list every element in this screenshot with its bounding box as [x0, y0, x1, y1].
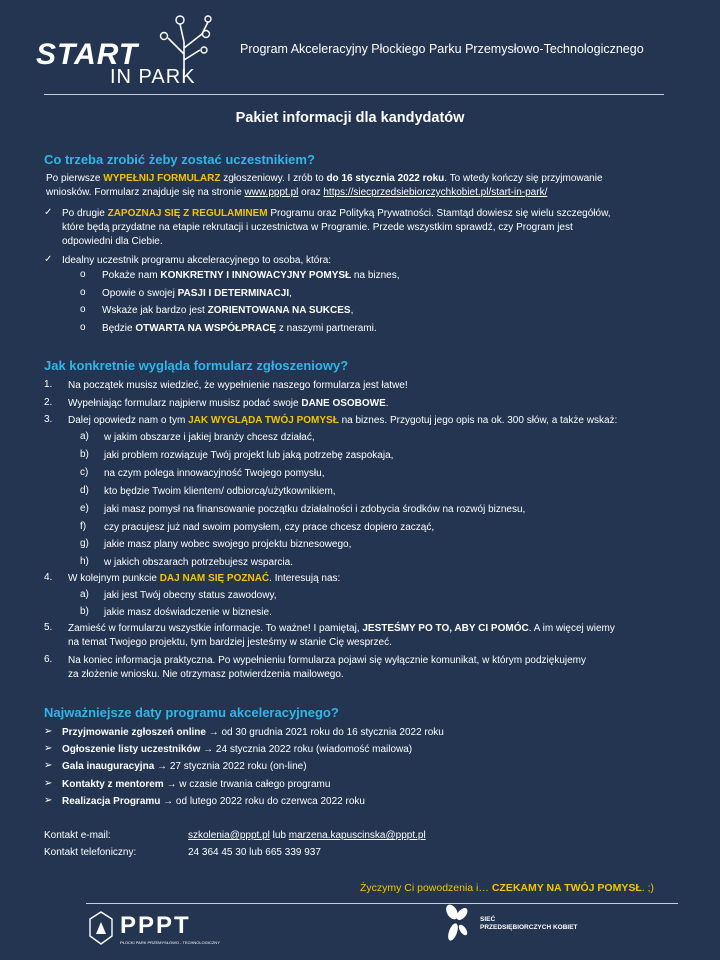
check-icon: ✓ [44, 254, 53, 265]
list-item: jakie masz plany wobec swojego projektu biznesowego, [104, 539, 352, 550]
list-item: jaki masz pomysł na finansowanie początku działalności i zdobycia środków na rozwój biznesu, [104, 504, 526, 515]
arrow-bullet-icon: ➢ [44, 795, 53, 806]
arrow-bullet-icon: ➢ [44, 743, 53, 754]
list-letter: b) [80, 449, 89, 460]
pppt-logo-subtext: PŁOCKI PARK PRZEMYSŁOWO - TECHNOLOGICZNY [120, 940, 220, 945]
list-item: jaki jest Twój obecny status zawodowy, [104, 590, 277, 601]
check-icon: ✓ [44, 207, 53, 218]
list-item: w jakich obszarach potrzebujesz wsparcia. [104, 557, 293, 568]
spk-link[interactable]: https://siecprzedsiebiorczychkobiet.pl/start-in-park/ [323, 187, 548, 198]
list-item: Na początek musisz wiedzieć, że wypełnienie naszego formularza jest łatwe! [68, 380, 408, 391]
arrow-bullet-icon: ➢ [44, 778, 53, 789]
list-letter: h) [80, 556, 89, 567]
date-item: Ogłoszenie listy uczestników → 24 stycznia 2022 roku (wiadomość mailowa) [62, 744, 413, 755]
paragraph-regulations: Po drugie ZAPOZNAJ SIĘ Z REGULAMINEM Programu oraz Polityką Prywatności. Stamtąd dowiesz się wielu szczegółów, które będą przydatne na etapie rekrutacji i uczestnictwa w Programie. Przede wszystkim sprawdź, czy Program jest odpowiedni dla Ciebie. [62, 208, 611, 247]
page-title: Pakiet informacji dla kandydatów [235, 110, 465, 126]
logo-in-park-text: IN PARK [110, 66, 196, 88]
header-divider [44, 94, 664, 95]
contact-email-label: Kontakt e-mail: [44, 830, 111, 841]
list-number: 5. [44, 622, 53, 633]
list-item: Zamieść w formularzu wszystkie informacje. To ważne! I pamiętaj, JESTEŚMY PO TO, ABY CI POMÓC. A im więcej wiemy na temat Twojego projektu, tym bardziej jesteśmy w stanie Cię wesprzeć. [68, 623, 615, 648]
list-item: Opowie o swojej PASJI I DETERMINACJI, [102, 288, 292, 299]
list-number: 6. [44, 654, 53, 665]
list-item: Wskaże jak bardzo jest ZORIENTOWANA NA SUKCES, [102, 305, 354, 316]
list-item: Pokaże nam KONKRETNY I INNOWACYJNY POMYSŁ na biznes, [102, 270, 400, 281]
pppt-logo [88, 908, 218, 952]
contact-phone-label: Kontakt telefoniczny: [44, 847, 137, 858]
spk-logo [444, 902, 604, 946]
contact-email-values: szkolenia@pppt.pl lub marzena.kapuscinska@pppt.pl [188, 830, 426, 841]
list-item: jaki problem rozwiązuje Twój projekt lub jaką potrzebę zaspokaja, [104, 450, 394, 461]
list-number: 2. [44, 397, 53, 408]
list-letter: g) [80, 538, 89, 549]
logo-start-text: START [36, 38, 139, 71]
list-letter: e) [80, 503, 89, 514]
program-title: Program Akceleracyjny Płockiego Parku Przemysłowo-Technologicznego [240, 42, 644, 56]
arrow-bullet-icon: ➢ [44, 726, 53, 737]
date-item: Realizacja Programu → od lutego 2022 roku do czerwca 2022 roku [62, 796, 365, 807]
date-item: Kontakty z mentorem → w czasie trwania całego programu [62, 779, 331, 790]
section-heading-3: Najważniejsze daty programu akceleracyjnego? [44, 705, 339, 720]
list-item: kto będzie Twoim klientem/ odbiorcą/użytkownikiem, [104, 486, 336, 497]
list-letter: c) [80, 467, 89, 478]
pppt-emblem-icon [88, 910, 114, 946]
list-item: Będzie OTWARTA NA WSPÓŁPRACĘ z naszymi partnerami. [102, 323, 377, 334]
circle-bullet-icon: o [80, 287, 86, 298]
list-item: jakie masz doświadczenie w biznesie. [104, 607, 272, 618]
arrow-bullet-icon: ➢ [44, 760, 53, 771]
list-letter: a) [80, 431, 89, 442]
circle-bullet-icon: o [80, 269, 86, 280]
list-item: w jakim obszarze i jakiej branży chcesz działać, [104, 432, 315, 443]
circle-bullet-icon: o [80, 322, 86, 333]
list-number: 1. [44, 379, 53, 390]
list-number: 3. [44, 414, 53, 425]
pppt-link[interactable]: www.pppt.pl [244, 187, 299, 198]
list-letter: d) [80, 485, 89, 496]
list-item: czy pracujesz już nad swoim pomysłem, czy prace chcesz dopiero zacząć, [104, 522, 435, 533]
pppt-logo-text: PPPT [120, 912, 191, 939]
spk-flower-icon [444, 904, 470, 944]
email-link-2[interactable]: marzena.kapuscinska@pppt.pl [288, 830, 426, 841]
date-item: Gala inauguracyjna → 27 stycznia 2022 roku (on-line) [62, 761, 307, 772]
email-link-1[interactable]: szkolenia@pppt.pl [188, 830, 270, 841]
list-number: 4. [44, 572, 53, 583]
list-item: na czym polega innowacyjność Twojego pomysłu, [104, 468, 325, 479]
list-item: Dalej opowiedz nam o tym JAK WYGLĄDA TWÓJ POMYSŁ na biznes. Przygotuj jego opis na ok. 300 słów, a także wskaż: [68, 415, 618, 426]
circle-bullet-icon: o [80, 304, 86, 315]
list-letter: a) [80, 589, 89, 600]
list-item: Wypełniając formularz najpierw musisz podać swoje DANE OSOBOWE. [68, 398, 389, 409]
spk-logo-text-1: SIEĆ [480, 916, 496, 923]
section-heading-1: Co trzeba zrobić żeby zostać uczestnikiem? [44, 152, 315, 167]
list-item: Na koniec informacja praktyczna. Po wypełnieniu formularza pojawi się wyłącznie komunikat, w którym podziękujemy za złożenie wniosku. Nie otrzymasz potwierdzenia mailowego. [68, 655, 586, 680]
date-item: Przyjmowanie zgłoszeń online → od 30 grudnia 2021 roku do 16 stycznia 2022 roku [62, 727, 444, 738]
list-item: W kolejnym punkcie DAJ NAM SIĘ POZNAĆ. Interesują nas: [68, 573, 341, 584]
spk-logo-text-2: PRZEDSIĘBIORCZYCH KOBIET [480, 924, 578, 931]
list-letter: b) [80, 606, 89, 617]
closing-line: Życzymy Ci powodzenia i… CZEKAMY NA TWÓJ POMYSŁ. ;) [359, 882, 654, 894]
section-heading-2: Jak konkretnie wygląda formularz zgłoszeniowy? [44, 358, 349, 373]
contact-phone-value: 24 364 45 30 lub 665 339 937 [188, 847, 321, 858]
paragraph-fill-form: Po pierwsze WYPEŁNIJ FORMULARZ zgłoszeniowy. I zrób to do 16 stycznia 2022 roku. To wtedy kończy się przyjmowanie wniosków. Formularz znajduje się na stronie www.pppt.pl oraz https://siecprzedsiebiorczychkobiet.pl/start-in-park/ [46, 173, 603, 198]
list-letter: f) [80, 521, 87, 532]
paragraph-ideal-participant: Idealny uczestnik programu akceleracyjnego to osoba, która: [62, 255, 332, 266]
